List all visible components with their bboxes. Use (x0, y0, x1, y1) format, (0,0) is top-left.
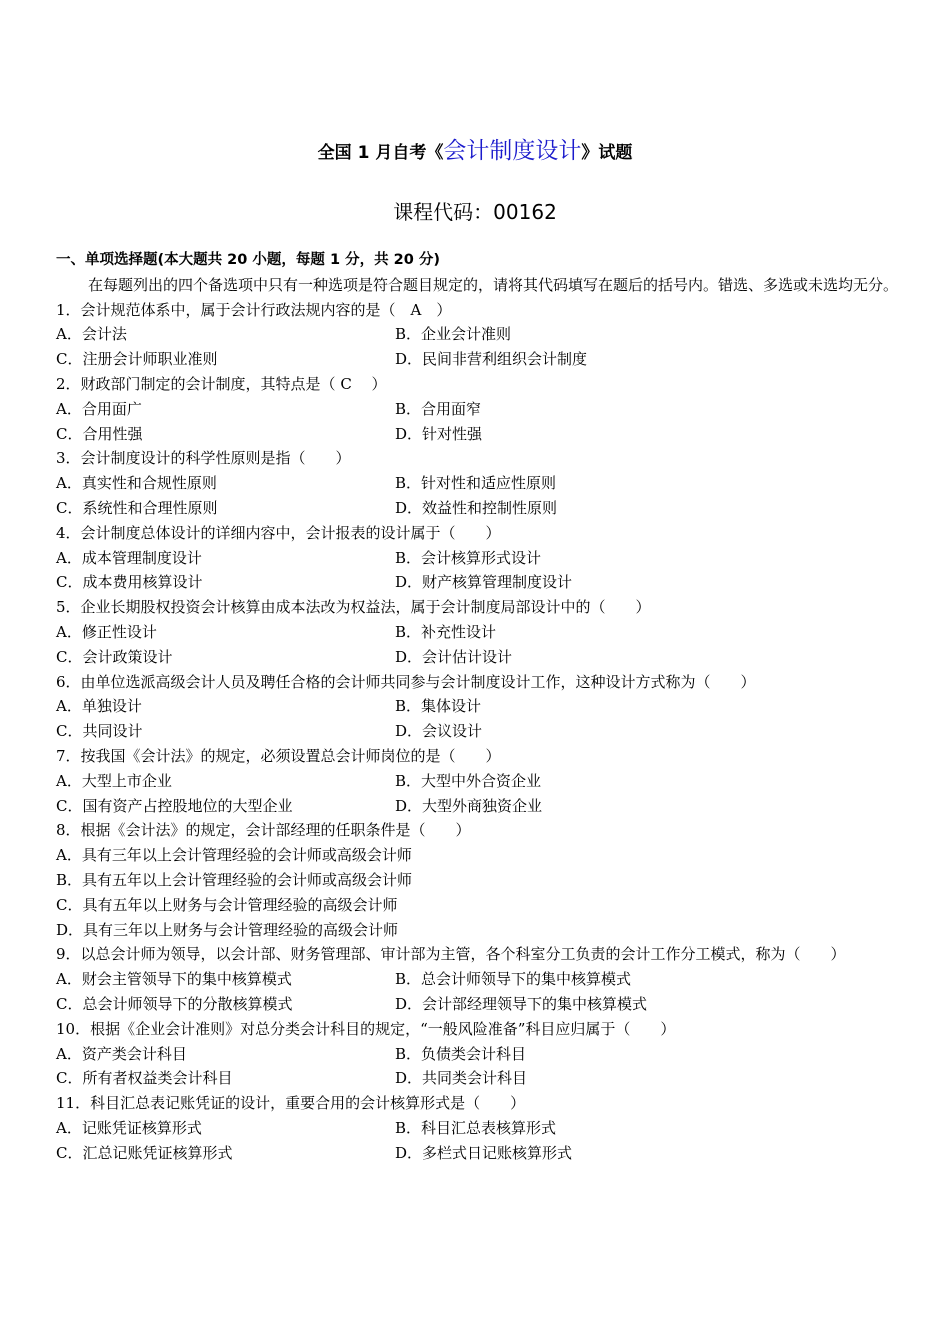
question-stem: 5．企业长期股权投资会计核算由成本法改为权益法，属于会计制度局部设计中的（ ） (56, 598, 651, 617)
option-a: A．合用面广 (56, 399, 142, 418)
section-instruction: 在每题列出的四个备选项中只有一种选项是符合题目规定的，请将其代码填写在题后的括号内。错选、多选或未选均无分。 (88, 275, 899, 294)
option-b: B．补充性设计 (395, 622, 497, 641)
option-a: A．记账凭证核算形式 (56, 1118, 202, 1137)
option-d: D．共同类会计科目 (395, 1069, 528, 1088)
option-a: A．大型上市企业 (56, 771, 172, 790)
option-c: C．具有五年以上财务与会计管理经验的高级会计师 (56, 895, 398, 914)
option-row (56, 496, 898, 521)
section-heading: 一、单项选择题(本大题共 20 小题，每题 1 分，共 20 分) (56, 252, 440, 268)
option-row (56, 694, 898, 719)
option-row (56, 967, 898, 992)
option-a: A．资产类会计科目 (56, 1044, 187, 1063)
question-stem: 10．根据《企业会计准则》对总分类会计科目的规定，“一般风险准备”科目应归属于（ ） (56, 1019, 676, 1038)
option-d: D．会计部经理领导下的集中核算模式 (395, 994, 648, 1013)
option-d: D．具有三年以上财务与会计管理经验的高级会计师 (56, 920, 399, 939)
option-a: A．财会主管领导下的集中核算模式 (56, 970, 292, 989)
option-d: D．会议设计 (395, 722, 483, 741)
option-row (56, 471, 898, 496)
question-stem: 2．财政部门制定的会计制度，其特点是（ C ） (56, 374, 387, 393)
option-b: B．合用面窄 (395, 399, 482, 418)
option-row (56, 1141, 898, 1166)
option-row (56, 1042, 898, 1067)
question-stem: 8．根据《会计法》的规定，会计部经理的任职条件是（ ） (56, 821, 471, 840)
option-d: D．针对性强 (395, 424, 483, 443)
option-b: B．集体设计 (395, 697, 482, 716)
option-row (56, 645, 898, 670)
option-row (56, 347, 898, 372)
option-a: A．成本管理制度设计 (56, 548, 202, 567)
option-b: B．针对性和适应性原则 (395, 474, 557, 493)
question-stem: 7．按我国《会计法》的规定，必须设置总会计师岗位的是（ ） (56, 746, 501, 765)
option-a: A．真实性和合规性原则 (56, 474, 217, 493)
option-c: C．所有者权益类会计科目 (56, 1069, 233, 1088)
title-prefix: 全国 1 月自考《 (317, 143, 444, 163)
question-stem: 9．以总会计师为领导，以会计部、财务管理部、审计部为主管，各个科室分工负责的会计工作分工模式，称为（ ） (56, 945, 846, 964)
option-row (56, 1066, 898, 1091)
option-c: C．系统性和合理性原则 (56, 498, 218, 517)
option-row (56, 992, 898, 1017)
option-d: D．会计估计设计 (395, 647, 513, 666)
option-row (56, 546, 898, 571)
option-a: A．单独设计 (56, 697, 142, 716)
question-stem: 11．科目汇总表记账凭证的设计，重要合用的会计核算形式是（ ） (56, 1094, 526, 1113)
question-stem: 6．由单位选派高级会计人员及聘任合格的会计师共同参与会计制度设计工作，这种设计方式称为（ ） (56, 672, 756, 691)
option-b: B．科目汇总表核算形式 (395, 1118, 557, 1137)
option-c: C．总会计师领导下的分散核算模式 (56, 994, 293, 1013)
option-row (56, 570, 898, 595)
option-b: B．会计核算形式设计 (395, 548, 542, 567)
title-suffix: 》试题 (581, 143, 633, 163)
option-c: C．合用性强 (56, 424, 143, 443)
page-title (0, 134, 950, 170)
option-b: B．大型中外合资企业 (395, 771, 542, 790)
option-d: D．财产核算管理制度设计 (395, 573, 573, 592)
question-stem: 1．会计规范体系中，属于会计行政法规内容的是（ A ） (56, 300, 452, 319)
option-b: B．企业会计准则 (395, 325, 512, 344)
course-code: 课程代码：00162 (393, 200, 557, 224)
option-c: C．国有资产占控股地位的大型企业 (56, 796, 293, 815)
option-row (56, 794, 898, 819)
option-d: D．多栏式日记账核算形式 (395, 1143, 573, 1162)
option-b: B．负债类会计科目 (395, 1044, 527, 1063)
option-row (56, 769, 898, 794)
option-c: C．注册会计师职业准则 (56, 350, 218, 369)
option-c: C．共同设计 (56, 722, 143, 741)
option-b: B．总会计师领导下的集中核算模式 (395, 970, 632, 989)
option-row (56, 620, 898, 645)
exam-body (56, 248, 898, 1165)
option-row (56, 397, 898, 422)
option-row (56, 422, 898, 447)
option-row (56, 1116, 898, 1141)
course-name: 会计制度设计 (443, 138, 582, 164)
question-stem: 3．会计制度设计的科学性原则是指（ ） (56, 449, 351, 468)
option-a: A．具有三年以上会计管理经验的会计师或高级会计师 (56, 846, 412, 865)
option-c: C．汇总记账凭证核算形式 (56, 1143, 233, 1162)
option-d: D．大型外商独资企业 (395, 796, 543, 815)
option-a: A．修正性设计 (56, 622, 157, 641)
option-d: D．民间非营利组织会计制度 (395, 350, 588, 369)
option-b: B．具有五年以上会计管理经验的会计师或高级会计师 (56, 870, 413, 889)
option-row (56, 719, 898, 744)
option-row (56, 322, 898, 347)
option-a: A．会计法 (56, 325, 127, 344)
question-stem: 4．会计制度总体设计的详细内容中，会计报表的设计属于（ ） (56, 523, 501, 542)
option-d: D．效益性和控制性原则 (395, 498, 558, 517)
option-c: C．会计政策设计 (56, 647, 173, 666)
option-c: C．成本费用核算设计 (56, 573, 203, 592)
